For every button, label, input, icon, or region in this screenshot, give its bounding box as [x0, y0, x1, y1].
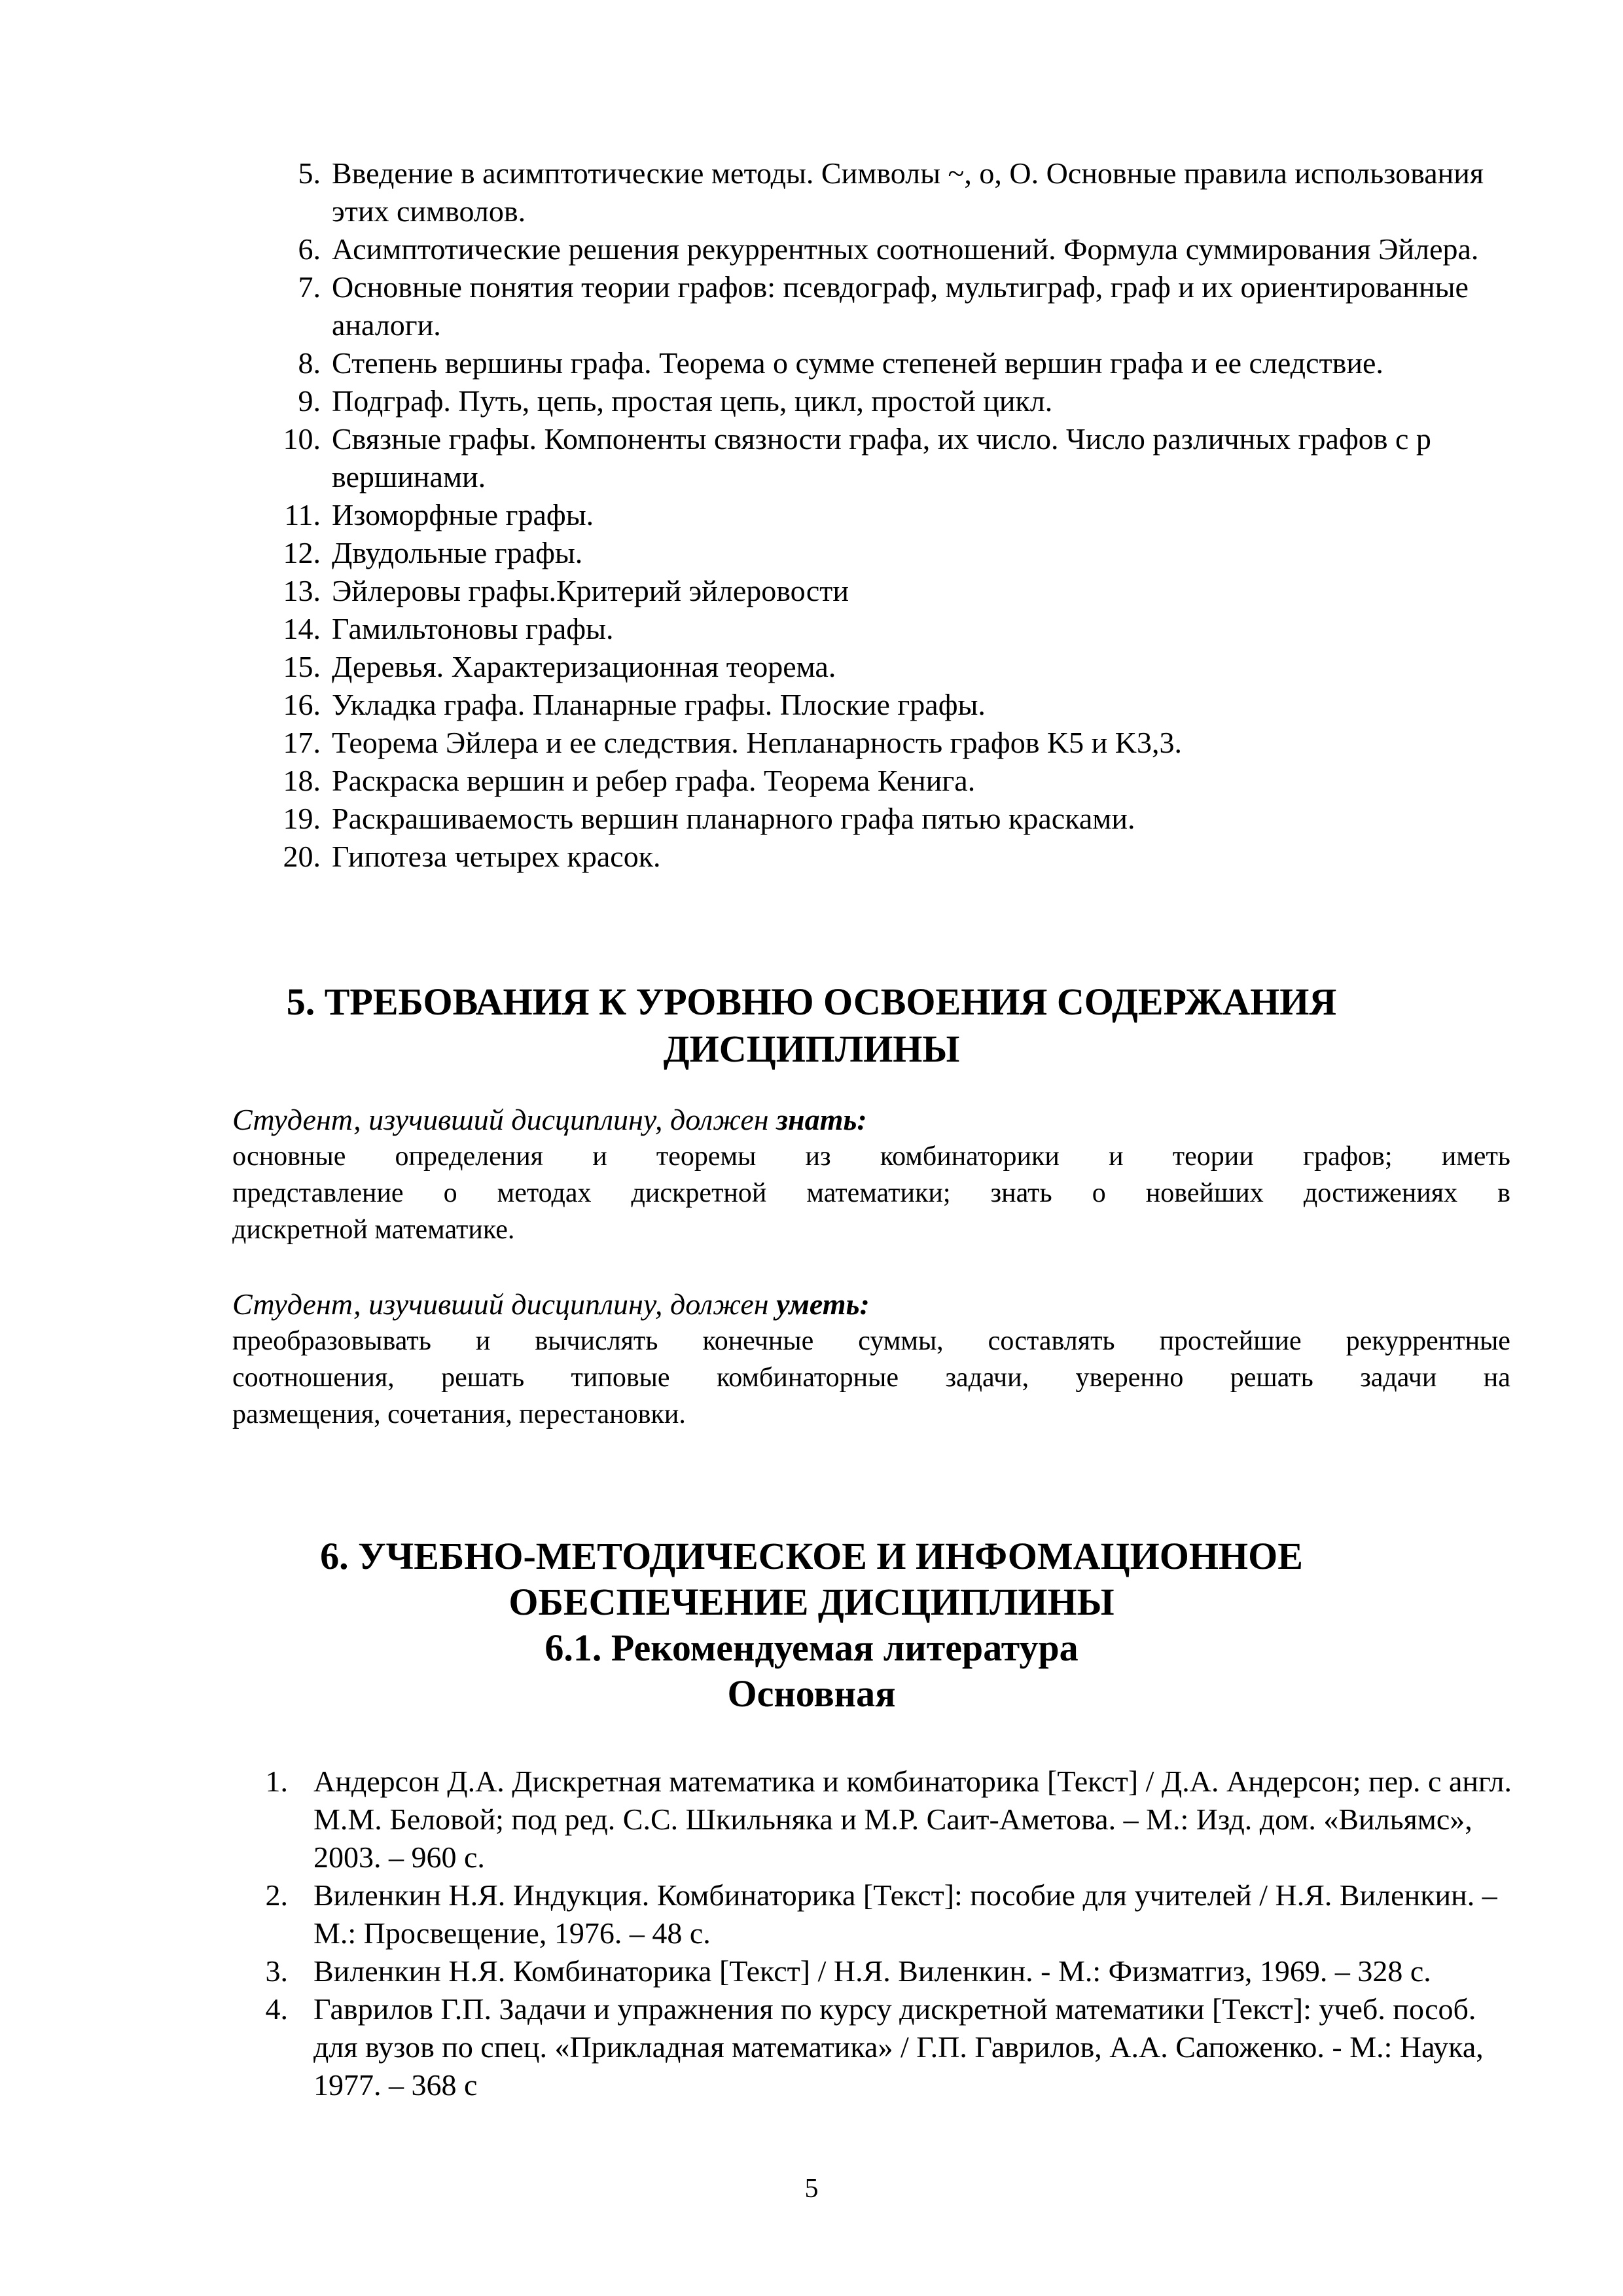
list-item-text: Деревья. Характеризационная теорема.	[332, 650, 836, 683]
list-item-number: 16.	[283, 688, 321, 721]
list-item-number: 14.	[283, 612, 321, 645]
list-item-text: Связные графы. Компоненты связности графа, их число. Число различных графов с p вершинами.	[332, 422, 1431, 493]
list-item-text: Раскраска вершин и ребер графа. Теорема Кенига.	[332, 764, 976, 797]
list-item	[0, 648, 1543, 686]
knowledge-requirements	[232, 1102, 1510, 1248]
list-item-number: 9.	[298, 384, 321, 418]
references-list	[0, 1763, 1524, 2104]
list-item-number: 6.	[298, 232, 321, 266]
list-item-number: 19.	[283, 802, 321, 835]
list-item-number: 18.	[283, 764, 321, 797]
list-item	[0, 610, 1543, 648]
reference-item	[0, 1876, 1524, 1952]
justified-line: представление о методах дискретной математики; знать о новейших достижениях в	[232, 1178, 1510, 1208]
justified-line: соотношения, решать типовые комбинаторные задачи, уверенно решать задачи на	[232, 1363, 1510, 1393]
list-item	[0, 344, 1543, 382]
reference-item	[0, 1990, 1524, 2104]
list-item-number: 5.	[298, 156, 321, 190]
last-line: дискретной математике.	[232, 1215, 515, 1245]
reference-text: Виленкин Н.Я. Комбинаторика [Текст] / Н.Я. Виленкин. - М.: Физматгиз, 1969. – 328 с.	[313, 1954, 1431, 1988]
list-item	[0, 534, 1543, 572]
reference-text: Виленкин Н.Я. Индукция. Комбинаторика [Текст]: пособие для учителей / Н.Я. Виленкин. – М.: Просвещение, 1976. – 48 с.	[313, 1878, 1497, 1950]
list-item-text: Двудольные графы.	[332, 536, 583, 569]
list-item-number: 7.	[298, 270, 321, 304]
reference-number: 2.	[265, 1878, 288, 1912]
list-item-text: Степень вершины графа. Теорема о сумме степеней вершин графа и ее следствие.	[332, 346, 1383, 380]
list-item-text: Введение в асимптотические методы. Символы ~, o, O. Основные правила использования этих символов.	[332, 156, 1484, 228]
reference-number: 4.	[265, 1992, 288, 2026]
reference-text: Гаврилов Г.П. Задачи и упражнения по курсу дискретной математики [Текст]: учеб. пособ. для вузов по спец. «Прикладная математика» / Г.П. Гаврилов, А.А. Сапоженко. - М.: Наука, 1977. – 368 с	[313, 1992, 1484, 2102]
list-item	[0, 686, 1543, 724]
list-item	[0, 268, 1543, 344]
list-item-number: 20.	[283, 840, 321, 873]
knowledge-lead: Студент, изучивший дисциплину, должен знать:	[232, 1103, 867, 1136]
section-5-title-line-2: ДИСЦИПЛИНЫ	[663, 1028, 960, 1070]
justified-line: преобразовывать и вычислять конечные суммы, составлять простейшие рекуррентные	[232, 1326, 1510, 1356]
list-item	[0, 800, 1543, 838]
able-keyword: уметь:	[776, 1287, 870, 1321]
list-item-text: Укладка графа. Планарные графы. Плоские графы.	[332, 688, 986, 721]
section-6-title-line-1: 6. УЧЕБНО-МЕТОДИЧЕСКОЕ И ИНФОМАЦИОННОЕ	[320, 1535, 1303, 1577]
list-item	[0, 230, 1543, 268]
reference-item	[0, 1763, 1524, 1876]
list-item-text: Эйлеровы графы.Критерий эйлеровости	[332, 574, 849, 607]
section-6-subsubtitle: Основная	[727, 1672, 896, 1715]
section-6-subtitle: 6.1. Рекомендуемая литература	[544, 1626, 1079, 1669]
section-5-title-line-1: 5. ТРЕБОВАНИЯ К УРОВНЮ ОСВОЕНИЯ СОДЕРЖАНИЯ	[286, 980, 1337, 1023]
section-5-heading	[0, 978, 1623, 1073]
skill-lead: Студент, изучивший дисциплину, должен уметь:	[232, 1287, 870, 1321]
reference-number: 3.	[265, 1954, 288, 1988]
list-item	[0, 154, 1543, 230]
know-keyword: знать:	[776, 1103, 867, 1136]
justified-line: основные определения и теоремы из комбинаторики и теории графов; иметь	[232, 1141, 1510, 1172]
list-item-text: Гамильтоновы графы.	[332, 612, 614, 645]
list-item	[0, 420, 1543, 496]
list-item	[0, 838, 1543, 876]
list-item-text: Изоморфные графы.	[332, 498, 594, 531]
list-item-number: 11.	[284, 498, 321, 531]
section-6-title-line-2: ОБЕСПЕЧЕНИЕ ДИСЦИПЛИНЫ	[508, 1581, 1115, 1623]
reference-item	[0, 1952, 1524, 1990]
list-item-text: Основные понятия теории графов: псевдограф, мультиграф, граф и их ориентированные аналоги.	[332, 270, 1469, 342]
list-item-number: 13.	[283, 574, 321, 607]
page-number: 5	[804, 2174, 819, 2204]
list-item	[0, 762, 1543, 800]
list-item-number: 17.	[283, 726, 321, 759]
last-line: размещения, сочетания, перестановки.	[232, 1399, 686, 1429]
list-item-text: Гипотеза четырех красок.	[332, 840, 661, 873]
topics-list	[0, 154, 1543, 876]
list-item-number: 10.	[283, 422, 321, 456]
list-item	[0, 496, 1543, 534]
list-item-text: Раскрашиваемость вершин планарного графа пятью красками.	[332, 802, 1135, 835]
reference-number: 1.	[265, 1765, 288, 1798]
list-item	[0, 572, 1543, 610]
reference-text: Андерсон Д.А. Дискретная математика и комбинаторика [Текст] / Д.А. Андерсон; пер. с англ. М.М. Беловой; под ред. С.С. Шкильняка и М.Р. Саит-Аметова. – М.: Изд. дом. «Вильямс», 2003. – 960 с.	[313, 1765, 1512, 1874]
list-item-number: 12.	[283, 536, 321, 569]
list-item-text: Асимптотические решения рекуррентных соотношений. Формула суммирования Эйлера.	[332, 232, 1479, 266]
list-item	[0, 382, 1543, 420]
list-item	[0, 724, 1543, 762]
list-item-text: Теорема Эйлера и ее следствия. Непланарность графов K5 и K3,3.	[332, 726, 1183, 759]
list-item-text: Подграф. Путь, цепь, простая цепь, цикл, простой цикл.	[332, 384, 1053, 418]
list-item-number: 8.	[298, 346, 321, 380]
list-item-number: 15.	[283, 650, 321, 683]
skill-requirements	[232, 1286, 1510, 1433]
section-6-heading	[0, 1534, 1623, 1717]
